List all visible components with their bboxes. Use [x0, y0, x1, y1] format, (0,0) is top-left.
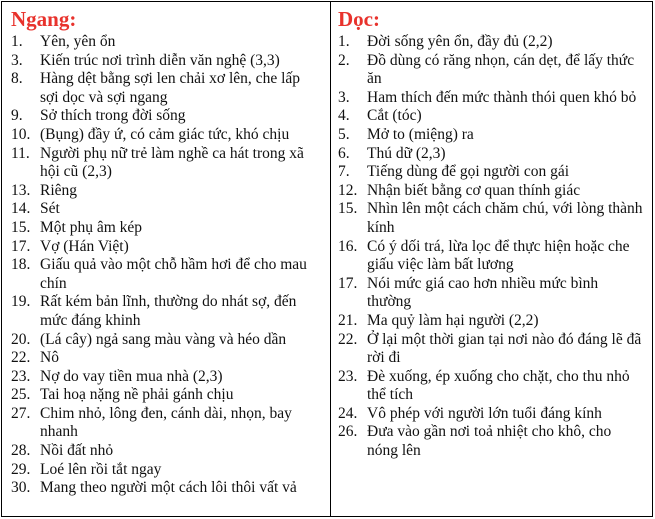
across-clues-column: [2, 2, 331, 516]
clue-item: [338, 182, 644, 201]
clue-number: 27.: [11, 404, 31, 422]
clue-text: Có ý dối trá, lừa lọc để thực hiện hoặc che giấu việc làm bất lương: [367, 237, 630, 274]
clue-number: 9.: [11, 107, 23, 125]
clue-text: Người phụ nữ trẻ làm nghề ca hát trong xã hội cũ (2,3): [40, 144, 304, 181]
clue-number: 17.: [11, 237, 31, 255]
clue-number: 14.: [11, 200, 31, 218]
clue-number: 23.: [11, 367, 31, 385]
clue-text: Nhận biết bằng cơ quan thính giác: [367, 181, 581, 199]
clue-item: [11, 293, 322, 330]
clue-item: [338, 145, 644, 164]
clue-item: [338, 52, 644, 89]
clue-item: [338, 368, 644, 405]
clue-item: [11, 107, 322, 126]
clue-item: [338, 163, 644, 182]
clue-number: 3.: [11, 51, 23, 69]
clue-number: 17.: [338, 274, 358, 292]
clue-item: [11, 126, 322, 145]
clue-number: 26.: [338, 423, 358, 441]
clue-text: Một phụ âm kép: [40, 218, 143, 236]
clue-item: [11, 145, 322, 182]
clue-text: Yên, yên ổn: [40, 33, 116, 50]
clue-item: [11, 70, 322, 107]
clue-number: 24.: [338, 404, 358, 422]
clue-text: Ham thích đến mức thành thói quen khó bỏ: [367, 88, 637, 106]
clue-text: Cắt (tóc): [367, 107, 422, 125]
clue-number: 8.: [11, 70, 23, 88]
clue-text: Sở thích trong đời sống: [40, 107, 186, 125]
clue-text: Tiếng dùng để gọi người con gái: [367, 163, 570, 181]
clue-text: Đồ dùng có răng nhọn, cán dẹt, để lấy thức ăn: [367, 51, 635, 88]
clue-text: Thú dữ (2,3): [367, 144, 446, 162]
clue-text: Giấu quả vào một chỗ hầm hơi để cho mau chín: [40, 256, 307, 292]
clue-item: [338, 238, 644, 275]
clue-item: [338, 107, 644, 126]
clue-item: [11, 349, 322, 368]
clue-text: Tai hoạ nặng nề phải gánh chịu: [40, 386, 234, 404]
clue-number: 16.: [338, 237, 358, 255]
across-clue-list: [11, 33, 322, 498]
clue-text: Ma quỷ làm hại người (2,2): [367, 311, 539, 329]
clue-text: Nợ do vay tiền mua nhà (2,3): [40, 367, 223, 385]
clue-item: [338, 312, 644, 331]
clue-text: Sét: [40, 200, 60, 218]
clue-item: [11, 479, 322, 498]
clue-number: 7.: [338, 163, 350, 181]
clue-number: 19.: [11, 293, 31, 311]
crossword-clues-table: [1, 1, 653, 517]
clue-number: 12.: [338, 181, 358, 199]
clue-text: Nồi đất nhỏ: [40, 442, 114, 460]
clue-number: 18.: [11, 256, 31, 274]
clue-text: Nói mức giá cao hơn nhiều mức bình thường: [367, 274, 599, 311]
clue-number: 30.: [11, 479, 31, 497]
clue-item: [11, 386, 322, 405]
clue-text: Hàng dệt bằng sợi len chải xơ lên, che lấp sợi dọc và sợi ngang: [40, 70, 301, 106]
clue-number: 28.: [11, 442, 31, 460]
clue-text: Nhìn lên một cách chăm chú, với lòng thành kính: [367, 200, 643, 236]
clue-item: [11, 33, 322, 52]
clue-number: 29.: [11, 460, 31, 478]
clue-number: 23.: [338, 367, 358, 385]
clue-text: Đưa vào gần nơi toả nhiệt cho khô, cho nóng lên: [367, 423, 612, 460]
clue-item: [11, 405, 322, 442]
clue-item: [11, 331, 322, 350]
clue-item: [11, 52, 322, 71]
clue-number: 22.: [338, 330, 358, 348]
clue-number: 1.: [11, 33, 23, 50]
clue-number: 4.: [338, 107, 350, 125]
clue-item: [11, 219, 322, 238]
clue-number: 20.: [11, 330, 31, 348]
across-heading: Ngang:: [11, 7, 77, 31]
clue-item: [11, 200, 322, 219]
clue-number: 15.: [338, 200, 358, 218]
clue-text: Riêng: [40, 181, 78, 199]
clue-text: Đời sống yên ổn, đầy đủ (2,2): [367, 33, 553, 50]
clue-number: 22.: [11, 349, 31, 367]
clue-item: [338, 126, 644, 145]
clue-number: 1.: [338, 33, 350, 50]
clue-item: [338, 275, 644, 312]
clue-item: [338, 331, 644, 368]
clue-text: Mang theo người một cách lôi thôi vất vả: [40, 479, 297, 497]
clue-text: (Bụng) đầy ứ, có cảm giác tức, khó chịu: [40, 125, 290, 143]
clue-item: [338, 89, 644, 108]
clue-number: 15.: [11, 218, 31, 236]
clue-text: Kiến trúc nơi trình diễn văn nghệ (3,3): [40, 51, 280, 69]
clue-text: (Lá cây) ngả sang màu vàng và héo dần: [40, 330, 287, 348]
clue-number: 25.: [11, 386, 31, 404]
clue-item: [338, 423, 644, 460]
clue-number: 2.: [338, 51, 350, 69]
clue-number: 3.: [338, 88, 350, 106]
down-clue-list: [338, 33, 644, 461]
clue-number: 5.: [338, 125, 350, 143]
clue-item: [11, 368, 322, 387]
clue-number: 6.: [338, 144, 350, 162]
clue-text: Rất kém bản lĩnh, thường do nhát sợ, đến mức đáng khinh: [40, 293, 297, 329]
clue-number: 11.: [11, 144, 30, 162]
clue-number: 10.: [11, 125, 31, 143]
clue-text: Loé lên rồi tắt ngay: [40, 460, 162, 478]
clue-item: [11, 238, 322, 257]
clue-text: Đè xuống, ép xuống cho chặt, cho thu nhỏ thể tích: [367, 367, 630, 404]
clue-item: [338, 33, 644, 52]
clue-number: 21.: [338, 311, 358, 329]
clue-text: Vô phép với người lớn tuổi đáng kính: [367, 404, 602, 422]
clue-text: Mở to (miệng) ra: [367, 125, 474, 143]
clue-item: [11, 442, 322, 461]
clue-text: Nô: [40, 349, 59, 367]
clue-item: [338, 405, 644, 424]
clue-item: [338, 200, 644, 237]
down-clues-column: [331, 2, 652, 516]
down-heading: Dọc:: [338, 7, 380, 31]
clue-text: Chim nhỏ, lông đen, cánh dài, nhọn, bay nhanh: [40, 404, 292, 441]
clue-item: [11, 256, 322, 293]
clue-item: [11, 182, 322, 201]
clue-number: 13.: [11, 181, 31, 199]
clue-item: [11, 461, 322, 480]
clue-text: Ở lại một thời gian tại nơi nào đó đáng lẽ đã rời đi: [367, 330, 642, 367]
clue-text: Vợ (Hán Việt): [40, 237, 129, 255]
